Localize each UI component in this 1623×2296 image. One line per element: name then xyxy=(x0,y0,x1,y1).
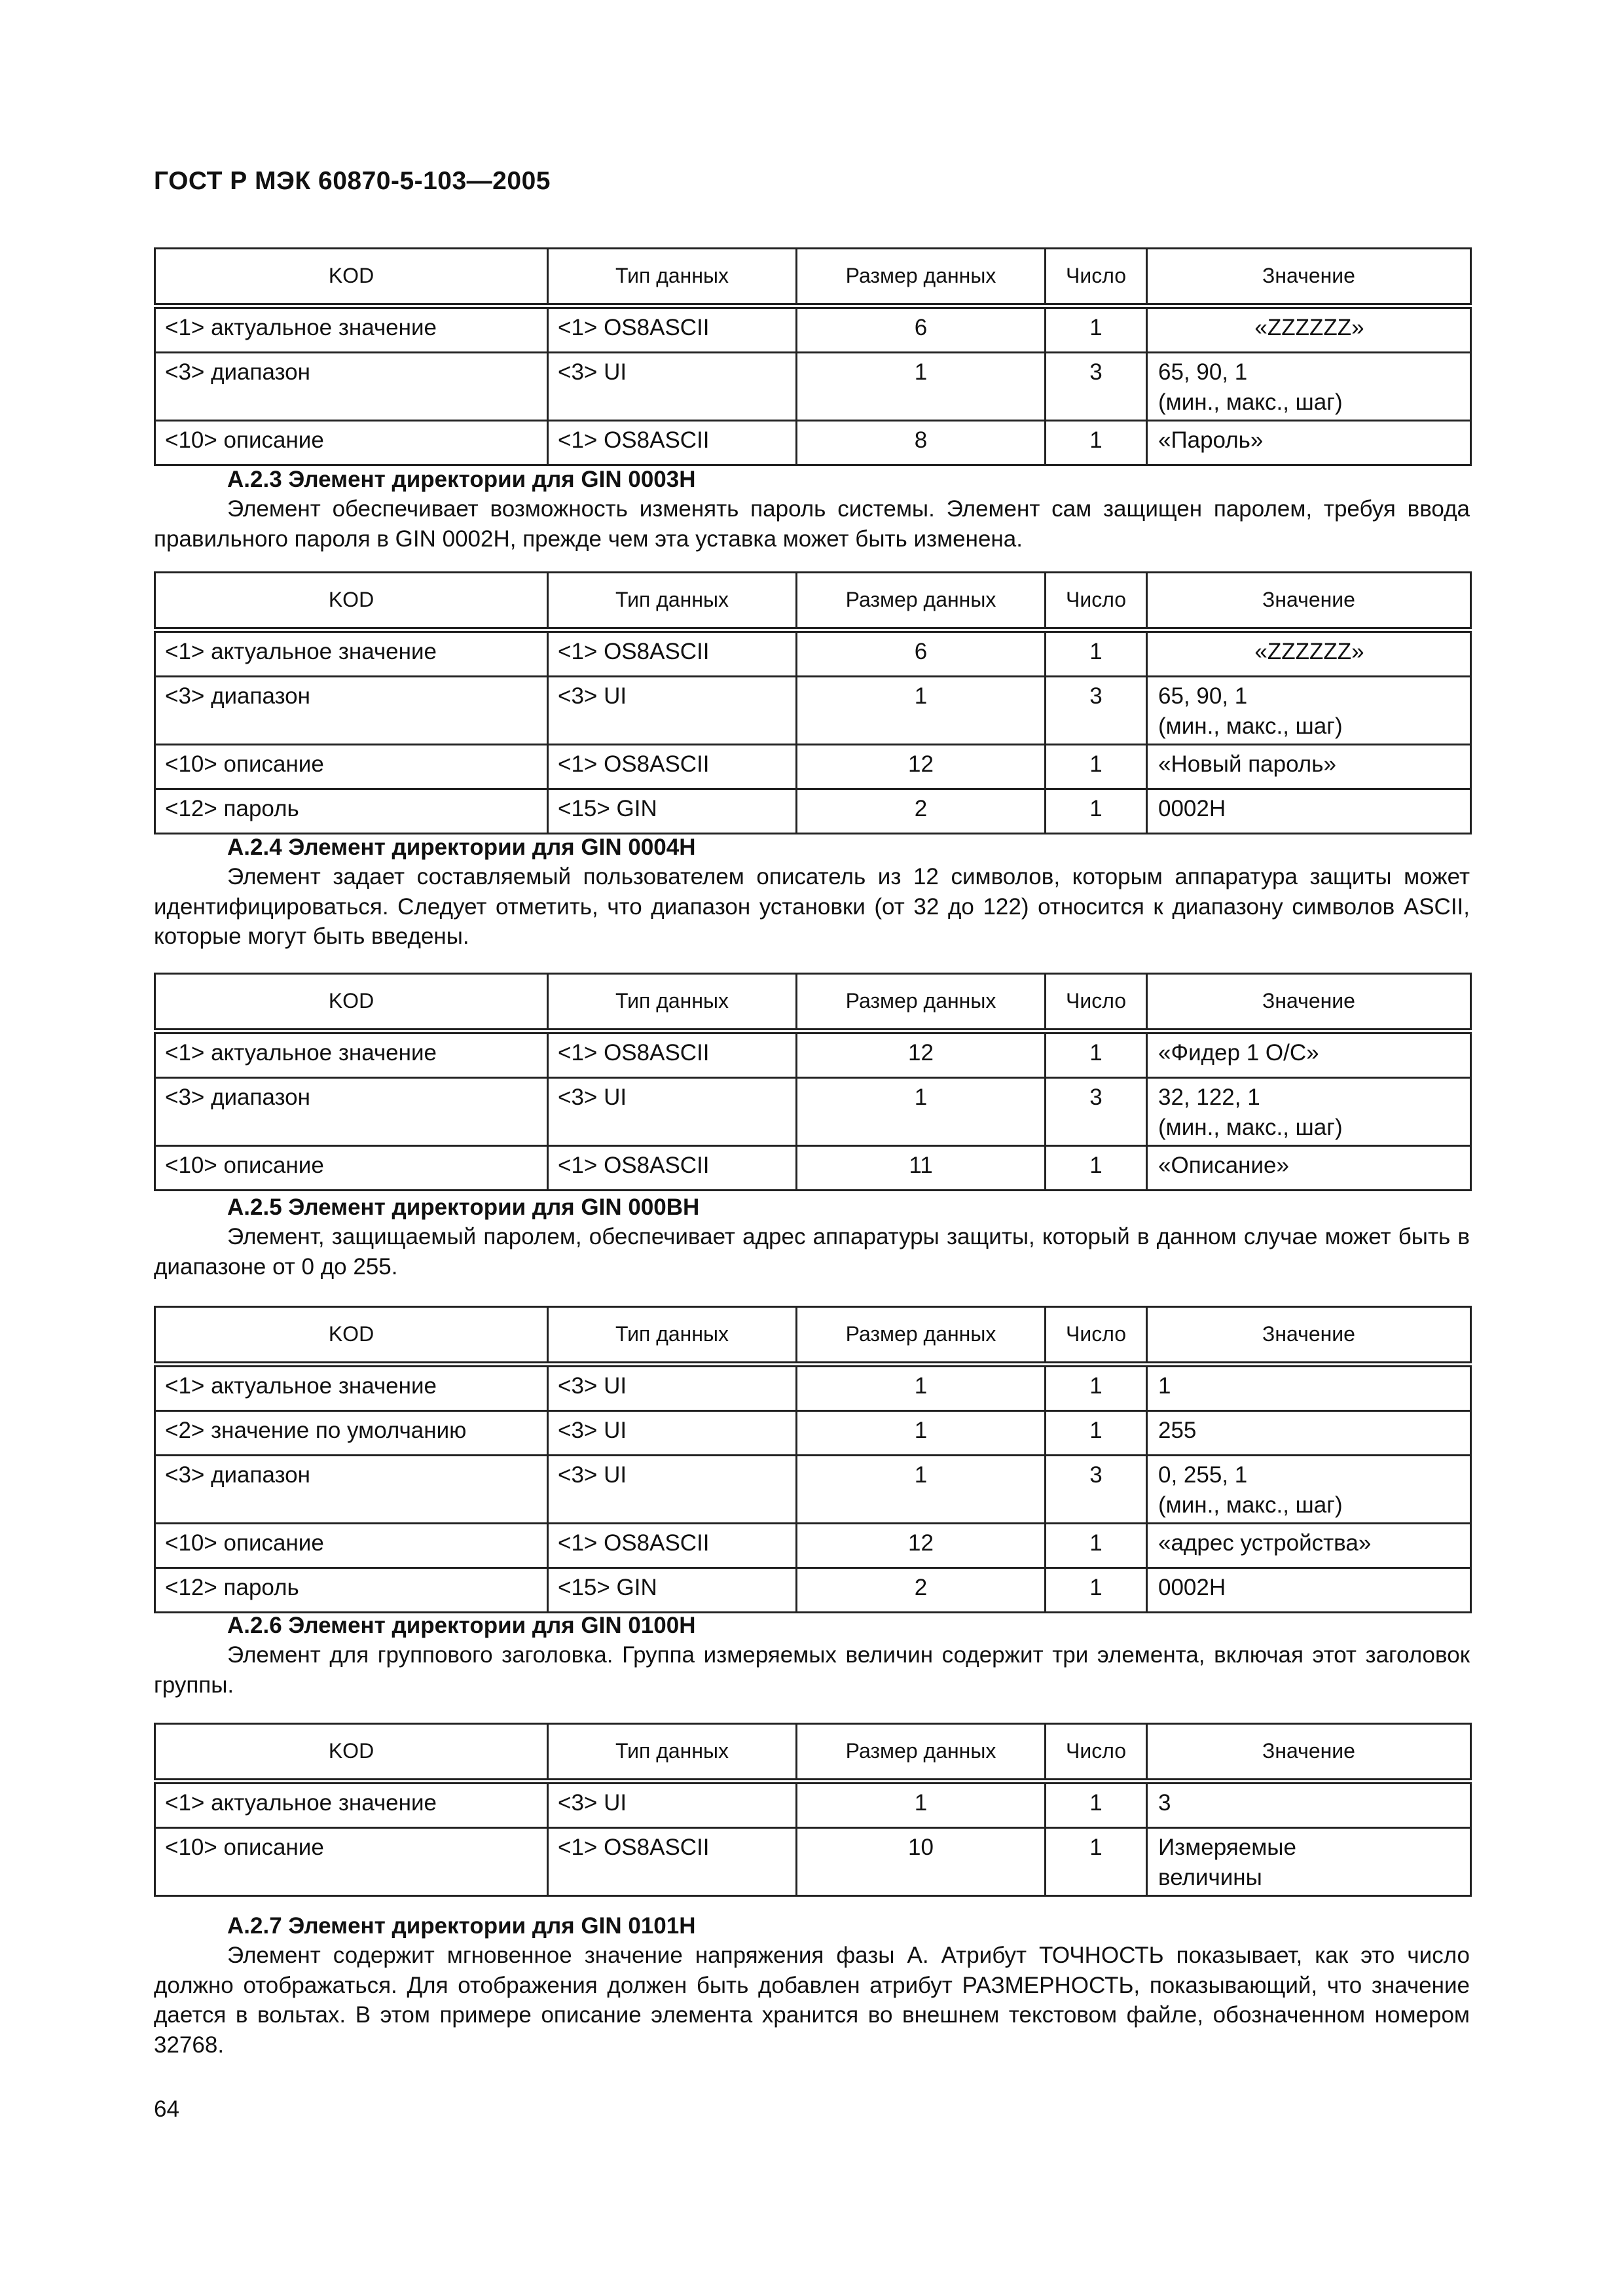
table-cell: 0, 255, 1 (мин., макс., шаг) xyxy=(1147,1456,1471,1524)
table-row xyxy=(155,421,1471,465)
table-cell: <15> GIN xyxy=(548,789,797,834)
column-header: Значение xyxy=(1147,573,1471,630)
table-cell: 12 xyxy=(797,745,1046,789)
table-cell: 2 xyxy=(797,1568,1046,1613)
table-cell: «ZZZZZZ» xyxy=(1147,630,1471,677)
section-a-2-6 xyxy=(154,1611,1470,1700)
table-cell: <3> UI xyxy=(548,1456,797,1524)
section-a-2-7 xyxy=(154,1911,1470,2060)
table-row xyxy=(155,353,1471,421)
table-row xyxy=(155,1828,1471,1896)
table-cell: 32, 122, 1 (мин., макс., шаг) xyxy=(1147,1078,1471,1146)
table-cell: <3> UI xyxy=(548,1411,797,1456)
table-row xyxy=(155,1146,1471,1191)
column-header: KOD xyxy=(155,249,548,306)
table-cell: <1> OS8ASCII xyxy=(548,306,797,353)
table-row xyxy=(155,630,1471,677)
table-cell: <3> UI xyxy=(548,353,797,421)
column-header: Число xyxy=(1046,249,1147,306)
table-cell: 12 xyxy=(797,1031,1046,1078)
column-header: Тип данных xyxy=(548,249,797,306)
table-cell: <3> UI xyxy=(548,1078,797,1146)
table-header-row xyxy=(155,974,1471,1031)
table-cell: <1> OS8ASCII xyxy=(548,1828,797,1896)
table-cell: 10 xyxy=(797,1828,1046,1896)
column-header: Число xyxy=(1046,1724,1147,1782)
table-cell: <1> актуальное значение xyxy=(155,1365,548,1411)
data-table-gin-0100h xyxy=(154,1723,1472,1897)
table-cell: <3> диапазон xyxy=(155,353,548,421)
table-cell: <3> UI xyxy=(548,677,797,745)
table-header-row xyxy=(155,1724,1471,1782)
column-header: Число xyxy=(1046,573,1147,630)
table-cell: 255 xyxy=(1147,1411,1471,1456)
table-cell: 0002H xyxy=(1147,1568,1471,1613)
section-title: А.2.3 Элемент директории для GIN 0003H xyxy=(227,467,696,492)
table-cell: «Новый пароль» xyxy=(1147,745,1471,789)
table-row xyxy=(155,1411,1471,1456)
table-cell: <3> UI xyxy=(548,1782,797,1828)
table-cell: <1> актуальное значение xyxy=(155,306,548,353)
data-table-gin-0002h xyxy=(154,247,1472,466)
table-cell: «адрес устройства» xyxy=(1147,1524,1471,1568)
table-cell: <12> пароль xyxy=(155,789,548,834)
column-header: Число xyxy=(1046,1307,1147,1365)
data-table-gin-0004h xyxy=(154,973,1472,1191)
table-cell: 1 xyxy=(1046,421,1147,465)
table-cell: 8 xyxy=(797,421,1046,465)
table-cell: <10> описание xyxy=(155,1146,548,1191)
table-cell: <15> GIN xyxy=(548,1568,797,1613)
table-cell: <10> описание xyxy=(155,1524,548,1568)
data-table-gin-000bh xyxy=(154,1306,1472,1613)
table-cell: <10> описание xyxy=(155,1828,548,1896)
table-cell: <1> актуальное значение xyxy=(155,1031,548,1078)
table-row xyxy=(155,306,1471,353)
table-cell: «Описание» xyxy=(1147,1146,1471,1191)
table-cell: 1 xyxy=(1046,1524,1147,1568)
table-cell: 3 xyxy=(1147,1782,1471,1828)
table-cell: 65, 90, 1 (мин., макс., шаг) xyxy=(1147,353,1471,421)
document-header: ГОСТ Р МЭК 60870-5-103—2005 xyxy=(154,167,551,195)
table-cell: <3> диапазон xyxy=(155,1078,548,1146)
table-cell: 12 xyxy=(797,1524,1046,1568)
table-cell: Измеряемые величины xyxy=(1147,1828,1471,1896)
section-text: Элемент для группового заголовка. Группа измеряемых величин содержит три элемента, включая этот заголовок группы. xyxy=(154,1642,1470,1698)
column-header: KOD xyxy=(155,573,548,630)
table-header-row xyxy=(155,249,1471,306)
table-row xyxy=(155,1365,1471,1411)
table-cell: 1 xyxy=(1046,1146,1147,1191)
table-cell: 1 xyxy=(1046,306,1147,353)
table-cell: 1 xyxy=(1046,1828,1147,1896)
section-title: А.2.4 Элемент директории для GIN 0004H xyxy=(227,834,696,860)
section-a-2-4 xyxy=(154,833,1470,952)
table-row xyxy=(155,1568,1471,1613)
section-text: Элемент, защищаемый паролем, обеспечивает адрес аппаратуры защиты, который в данном случае может быть в диапазоне от 0 до 255. xyxy=(154,1224,1470,1280)
column-header: Тип данных xyxy=(548,974,797,1031)
column-header: Размер данных xyxy=(797,573,1046,630)
table-cell: 2 xyxy=(797,789,1046,834)
column-header: Тип данных xyxy=(548,1307,797,1365)
table-cell: <10> описание xyxy=(155,421,548,465)
table-cell: 1 xyxy=(1046,630,1147,677)
table-cell: 3 xyxy=(1046,353,1147,421)
table-cell: <1> OS8ASCII xyxy=(548,421,797,465)
table-row xyxy=(155,1078,1471,1146)
column-header: Размер данных xyxy=(797,1307,1046,1365)
table-cell: 6 xyxy=(797,630,1046,677)
column-header: Тип данных xyxy=(548,573,797,630)
column-header: Значение xyxy=(1147,1307,1471,1365)
page-number: 64 xyxy=(154,2096,179,2122)
data-table-gin-0003h xyxy=(154,571,1472,834)
table-row xyxy=(155,1524,1471,1568)
section-title: А.2.5 Элемент директории для GIN 000BH xyxy=(227,1194,700,1220)
table-cell: «ZZZZZZ» xyxy=(1147,306,1471,353)
table-cell: <1> актуальное значение xyxy=(155,1782,548,1828)
table-cell: 1 xyxy=(797,1782,1046,1828)
table-cell: 1 xyxy=(797,1456,1046,1524)
table-cell: <12> пароль xyxy=(155,1568,548,1613)
table-header-row xyxy=(155,1307,1471,1365)
section-text: Элемент задает составляемый пользователем описатель из 12 символов, которым аппаратура защиты может идентифицироваться. Следует отметить, что диапазон установки (от 32 до 122) относится к диапазону символов ASCII, которые могут быть введены. xyxy=(154,864,1470,949)
column-header: Число xyxy=(1046,974,1147,1031)
table-cell: <1> OS8ASCII xyxy=(548,745,797,789)
table-cell: <1> OS8ASCII xyxy=(548,1146,797,1191)
table-cell: 1 xyxy=(1046,1031,1147,1078)
table-cell: 6 xyxy=(797,306,1046,353)
table-cell: 3 xyxy=(1046,1078,1147,1146)
table-cell: <1> OS8ASCII xyxy=(548,630,797,677)
table-header-row xyxy=(155,573,1471,630)
column-header: KOD xyxy=(155,974,548,1031)
section-text: Элемент обеспечивает возможность изменять пароль системы. Элемент сам защищен паролем, требуя ввода правильного пароля в GIN 0002H, прежде чем эта уставка может быть изменена. xyxy=(154,496,1470,552)
table-cell: <2> значение по умолчанию xyxy=(155,1411,548,1456)
table-cell: 1 xyxy=(797,1365,1046,1411)
section-title: А.2.7 Элемент директории для GIN 0101H xyxy=(227,1913,696,1939)
table-cell: <3> UI xyxy=(548,1365,797,1411)
table-cell: 1 xyxy=(1046,1782,1147,1828)
table-cell: 65, 90, 1 (мин., макс., шаг) xyxy=(1147,677,1471,745)
table-cell: <1> OS8ASCII xyxy=(548,1524,797,1568)
table-cell: <1> актуальное значение xyxy=(155,630,548,677)
table-cell: <10> описание xyxy=(155,745,548,789)
table-cell: «Фидер 1 О/С» xyxy=(1147,1031,1471,1078)
table-row xyxy=(155,789,1471,834)
column-header: Тип данных xyxy=(548,1724,797,1782)
column-header: KOD xyxy=(155,1724,548,1782)
table-cell: 1 xyxy=(1046,1365,1147,1411)
column-header: KOD xyxy=(155,1307,548,1365)
table-cell: 1 xyxy=(1147,1365,1471,1411)
column-header: Размер данных xyxy=(797,1724,1046,1782)
table-row xyxy=(155,745,1471,789)
table-row xyxy=(155,1031,1471,1078)
section-a-2-5 xyxy=(154,1193,1470,1282)
table-cell: 1 xyxy=(1046,1568,1147,1613)
table-cell: <3> диапазон xyxy=(155,1456,548,1524)
table-cell: 11 xyxy=(797,1146,1046,1191)
table-cell: 1 xyxy=(1046,1411,1147,1456)
table-cell: <1> OS8ASCII xyxy=(548,1031,797,1078)
column-header: Размер данных xyxy=(797,249,1046,306)
section-a-2-3 xyxy=(154,465,1470,554)
column-header: Значение xyxy=(1147,249,1471,306)
table-cell: 1 xyxy=(797,1078,1046,1146)
table-cell: 1 xyxy=(797,677,1046,745)
table-cell: 1 xyxy=(1046,789,1147,834)
table-cell: «Пароль» xyxy=(1147,421,1471,465)
section-title: А.2.6 Элемент директории для GIN 0100H xyxy=(227,1613,696,1638)
table-cell: 1 xyxy=(797,353,1046,421)
section-text: Элемент содержит мгновенное значение напряжения фазы А. Атрибут ТОЧНОСТЬ показывает, как это число должно отображаться. Для отображения должен быть добавлен атрибут РАЗМЕРНОСТЬ, показывающий, что значение дается в вольтах. В этом примере описание элемента хранится во внешнем текстовом файле, обозначенном номером 32768. xyxy=(154,1943,1470,2058)
table-cell: 0002H xyxy=(1147,789,1471,834)
table-row xyxy=(155,1782,1471,1828)
table-cell: 1 xyxy=(797,1411,1046,1456)
table-cell: 1 xyxy=(1046,745,1147,789)
table-row xyxy=(155,1456,1471,1524)
column-header: Значение xyxy=(1147,974,1471,1031)
table-cell: 3 xyxy=(1046,677,1147,745)
table-cell: 3 xyxy=(1046,1456,1147,1524)
column-header: Размер данных xyxy=(797,974,1046,1031)
table-row xyxy=(155,677,1471,745)
table-cell: <3> диапазон xyxy=(155,677,548,745)
column-header: Значение xyxy=(1147,1724,1471,1782)
